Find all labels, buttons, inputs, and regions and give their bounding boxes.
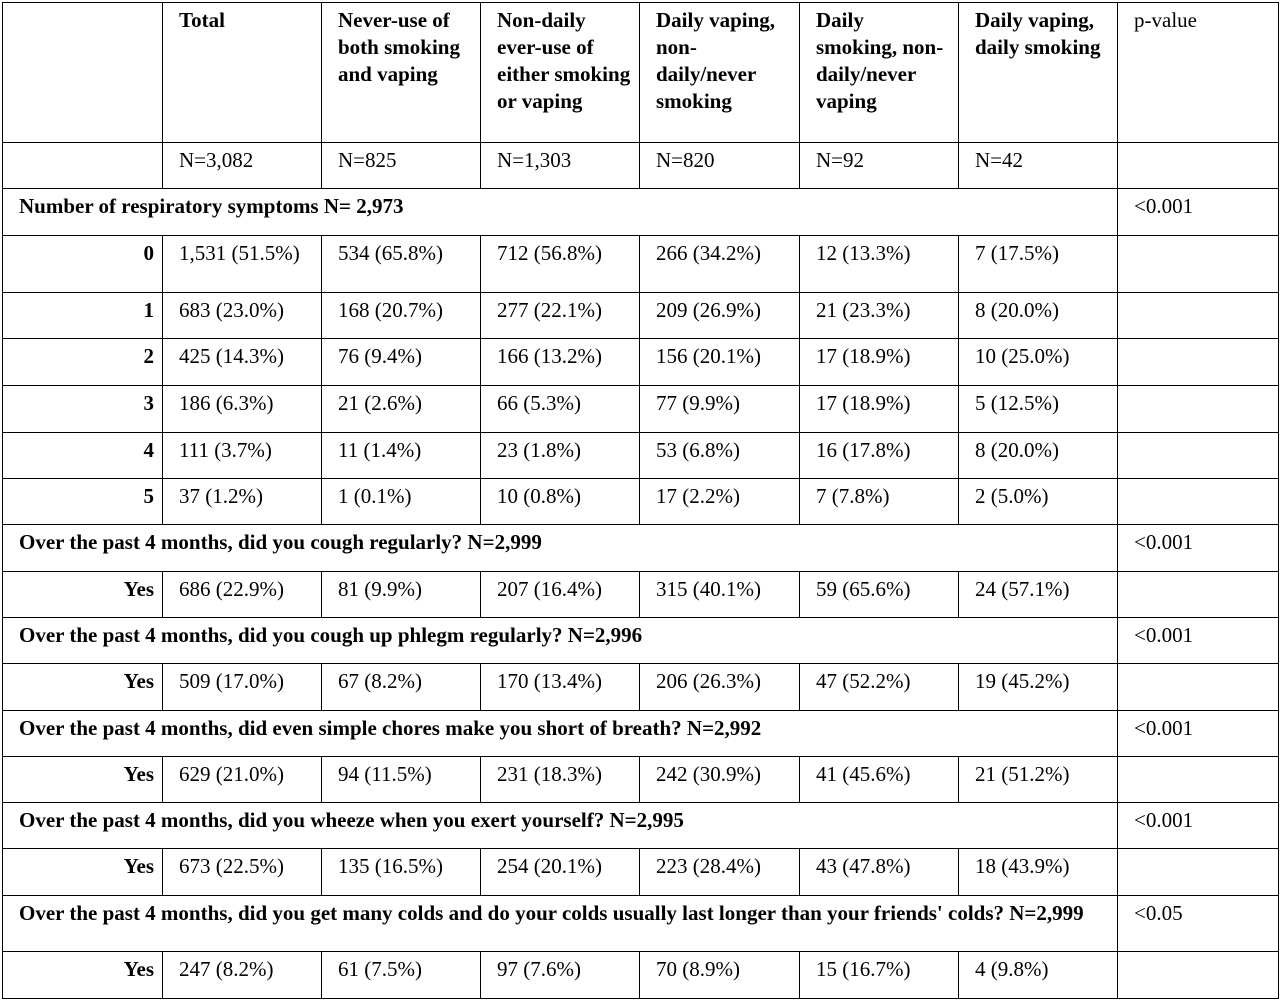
- section-p-value: <0.001: [1118, 189, 1279, 236]
- cell-non-daily: 277 (22.1%): [481, 293, 640, 339]
- cell-non-daily: 231 (18.3%): [481, 757, 640, 803]
- row-label: 5: [3, 479, 163, 525]
- cell-daily-both: 8 (20.0%): [959, 293, 1118, 339]
- section-header-row: [3, 803, 1279, 849]
- count-daily-both: N=42: [959, 143, 1118, 189]
- row-label: Yes: [3, 572, 163, 618]
- cell-never-use: 168 (20.7%): [322, 293, 481, 339]
- row-label: 4: [3, 433, 163, 479]
- cell-daily-both: 21 (51.2%): [959, 757, 1118, 803]
- row-label: Yes: [3, 849, 163, 896]
- row-label: 1: [3, 293, 163, 339]
- section-title: Over the past 4 months, did you cough regularly? N=2,999: [3, 525, 1118, 572]
- cell-never-use: 76 (9.4%): [322, 339, 481, 386]
- section-title: Over the past 4 months, did you cough up phlegm regularly? N=2,996: [3, 618, 1118, 664]
- count-never-use: N=825: [322, 143, 481, 189]
- header-daily-both: Daily vaping, daily smoking: [959, 3, 1118, 143]
- cell-daily-smoking: 43 (47.8%): [800, 849, 959, 896]
- cell-total: 247 (8.2%): [163, 952, 322, 999]
- cell-non-daily: 23 (1.8%): [481, 433, 640, 479]
- row-label: Yes: [3, 952, 163, 999]
- counts-row: [3, 143, 1279, 189]
- count-non-daily: N=1,303: [481, 143, 640, 189]
- section-title: Over the past 4 months, did you wheeze when you exert yourself? N=2,995: [3, 803, 1118, 849]
- cell-daily-both: 5 (12.5%): [959, 386, 1118, 433]
- cell-daily-smoking: 7 (7.8%): [800, 479, 959, 525]
- cell-never-use: 61 (7.5%): [322, 952, 481, 999]
- cell-total: 683 (23.0%): [163, 293, 322, 339]
- cell-daily-vaping: 242 (30.9%): [640, 757, 800, 803]
- table-row: [3, 386, 1279, 433]
- header-p-value: p-value: [1118, 3, 1279, 143]
- cell-p-value-empty: [1118, 849, 1279, 896]
- section-title: Number of respiratory symptoms N= 2,973: [3, 189, 1118, 236]
- row-label: Yes: [3, 664, 163, 711]
- cell-total: 509 (17.0%): [163, 664, 322, 711]
- cell-daily-vaping: 17 (2.2%): [640, 479, 800, 525]
- cell-total: 425 (14.3%): [163, 339, 322, 386]
- cell-p-value-empty: [1118, 433, 1279, 479]
- cell-daily-smoking: 47 (52.2%): [800, 664, 959, 711]
- table-row: [3, 236, 1279, 293]
- header-total: Total: [163, 3, 322, 143]
- header-daily-vaping: Daily vaping, non-daily/never smoking: [640, 3, 800, 143]
- cell-daily-vaping: 209 (26.9%): [640, 293, 800, 339]
- cell-p-value-empty: [1118, 572, 1279, 618]
- table-row: [3, 849, 1279, 896]
- header-non-daily: Non-daily ever-use of either smoking or vaping: [481, 3, 640, 143]
- cell-daily-both: 19 (45.2%): [959, 664, 1118, 711]
- cell-non-daily: 712 (56.8%): [481, 236, 640, 293]
- table-row: [3, 572, 1279, 618]
- cell-total: 111 (3.7%): [163, 433, 322, 479]
- row-label: Yes: [3, 757, 163, 803]
- cell-p-value-empty: [1118, 757, 1279, 803]
- cell-p-value-empty: [1118, 293, 1279, 339]
- section-p-value: <0.001: [1118, 711, 1279, 757]
- results-table: [2, 2, 1279, 999]
- cell-daily-vaping: 156 (20.1%): [640, 339, 800, 386]
- cell-non-daily: 10 (0.8%): [481, 479, 640, 525]
- count-total: N=3,082: [163, 143, 322, 189]
- row-label: 2: [3, 339, 163, 386]
- cell-total: 37 (1.2%): [163, 479, 322, 525]
- cell-daily-both: 2 (5.0%): [959, 479, 1118, 525]
- counts-cell-empty: [3, 143, 163, 189]
- cell-daily-both: 7 (17.5%): [959, 236, 1118, 293]
- cell-daily-vaping: 70 (8.9%): [640, 952, 800, 999]
- cell-never-use: 1 (0.1%): [322, 479, 481, 525]
- section-title: Over the past 4 months, did you get many colds and do your colds usually last longer than your friends' colds? N=2,999: [3, 896, 1118, 952]
- cell-total: 629 (21.0%): [163, 757, 322, 803]
- cell-non-daily: 97 (7.6%): [481, 952, 640, 999]
- cell-daily-both: 24 (57.1%): [959, 572, 1118, 618]
- cell-p-value-empty: [1118, 664, 1279, 711]
- cell-daily-both: 18 (43.9%): [959, 849, 1118, 896]
- cell-daily-smoking: 59 (65.6%): [800, 572, 959, 618]
- cell-total: 673 (22.5%): [163, 849, 322, 896]
- section-header-row: [3, 618, 1279, 664]
- table-row: [3, 952, 1279, 999]
- section-p-value: <0.05: [1118, 896, 1279, 952]
- cell-never-use: 67 (8.2%): [322, 664, 481, 711]
- cell-never-use: 81 (9.9%): [322, 572, 481, 618]
- cell-non-daily: 66 (5.3%): [481, 386, 640, 433]
- cell-total: 186 (6.3%): [163, 386, 322, 433]
- cell-daily-smoking: 15 (16.7%): [800, 952, 959, 999]
- cell-non-daily: 170 (13.4%): [481, 664, 640, 711]
- header-row: [3, 3, 1279, 143]
- cell-daily-vaping: 206 (26.3%): [640, 664, 800, 711]
- cell-daily-vaping: 315 (40.1%): [640, 572, 800, 618]
- table-body: [3, 3, 1279, 999]
- table-row: [3, 757, 1279, 803]
- cell-non-daily: 166 (13.2%): [481, 339, 640, 386]
- cell-never-use: 534 (65.8%): [322, 236, 481, 293]
- header-never-use: Never-use of both smoking and vaping: [322, 3, 481, 143]
- cell-daily-both: 8 (20.0%): [959, 433, 1118, 479]
- cell-never-use: 94 (11.5%): [322, 757, 481, 803]
- cell-daily-both: 10 (25.0%): [959, 339, 1118, 386]
- cell-daily-both: 4 (9.8%): [959, 952, 1118, 999]
- row-label: 0: [3, 236, 163, 293]
- cell-p-value-empty: [1118, 952, 1279, 999]
- cell-p-value-empty: [1118, 339, 1279, 386]
- cell-daily-vaping: 53 (6.8%): [640, 433, 800, 479]
- cell-never-use: 135 (16.5%): [322, 849, 481, 896]
- cell-never-use: 11 (1.4%): [322, 433, 481, 479]
- cell-p-value-empty: [1118, 479, 1279, 525]
- cell-total: 1,531 (51.5%): [163, 236, 322, 293]
- cell-daily-vaping: 77 (9.9%): [640, 386, 800, 433]
- section-p-value: <0.001: [1118, 618, 1279, 664]
- cell-daily-smoking: 21 (23.3%): [800, 293, 959, 339]
- section-header-row: [3, 189, 1279, 236]
- count-daily-vaping: N=820: [640, 143, 800, 189]
- section-header-row: [3, 711, 1279, 757]
- cell-daily-vaping: 223 (28.4%): [640, 849, 800, 896]
- cell-non-daily: 254 (20.1%): [481, 849, 640, 896]
- header-daily-smoking: Daily smoking, non-daily/never vaping: [800, 3, 959, 143]
- cell-daily-smoking: 41 (45.6%): [800, 757, 959, 803]
- cell-daily-smoking: 17 (18.9%): [800, 386, 959, 433]
- row-label: 3: [3, 386, 163, 433]
- cell-total: 686 (22.9%): [163, 572, 322, 618]
- count-p-value-empty: [1118, 143, 1279, 189]
- section-title: Over the past 4 months, did even simple chores make you short of breath? N=2,992: [3, 711, 1118, 757]
- cell-p-value-empty: [1118, 386, 1279, 433]
- section-p-value: <0.001: [1118, 803, 1279, 849]
- table-row: [3, 339, 1279, 386]
- section-header-row: [3, 896, 1279, 952]
- cell-daily-vaping: 266 (34.2%): [640, 236, 800, 293]
- cell-daily-smoking: 12 (13.3%): [800, 236, 959, 293]
- table-row: [3, 433, 1279, 479]
- cell-non-daily: 207 (16.4%): [481, 572, 640, 618]
- table-row: [3, 479, 1279, 525]
- section-p-value: <0.001: [1118, 525, 1279, 572]
- cell-never-use: 21 (2.6%): [322, 386, 481, 433]
- count-daily-smoking: N=92: [800, 143, 959, 189]
- cell-daily-smoking: 16 (17.8%): [800, 433, 959, 479]
- section-header-row: [3, 525, 1279, 572]
- header-cell-empty: [3, 3, 163, 143]
- cell-p-value-empty: [1118, 236, 1279, 293]
- table-row: [3, 293, 1279, 339]
- table-row: [3, 664, 1279, 711]
- cell-daily-smoking: 17 (18.9%): [800, 339, 959, 386]
